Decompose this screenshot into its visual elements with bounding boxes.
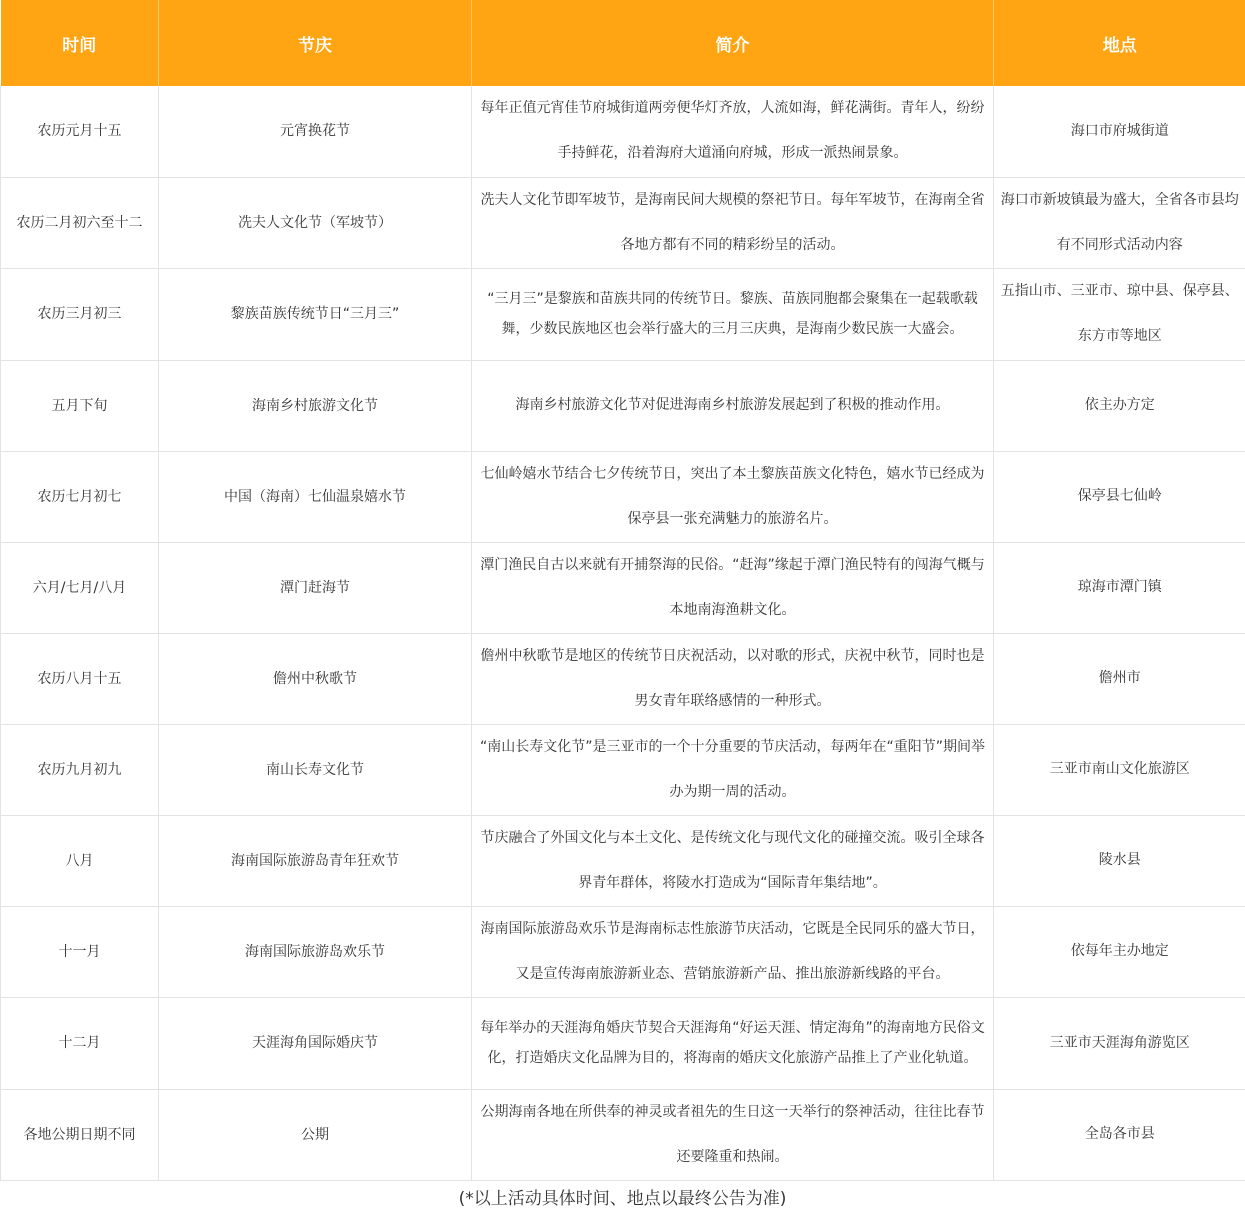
table-row xyxy=(1,542,1245,633)
header-location: 地点 xyxy=(994,0,1245,86)
cell-time: 六月/七月/八月 xyxy=(1,542,159,633)
cell-time: 农历元月十五 xyxy=(1,86,159,177)
table-row xyxy=(1,997,1245,1089)
cell-location: 三亚市天涯海角游览区 xyxy=(994,997,1245,1089)
cell-time: 十一月 xyxy=(1,906,159,997)
cell-location: 儋州市 xyxy=(994,633,1245,724)
cell-time: 五月下旬 xyxy=(1,360,159,451)
cell-festival: 海南国际旅游岛青年狂欢节 xyxy=(159,815,472,906)
table-row xyxy=(1,724,1245,815)
cell-description: 每年举办的天涯海角婚庆节契合天涯海角“好运天涯、情定海角”的海南地方民俗文化，打造婚庆文化品牌为目的，将海南的婚庆文化旅游产品推上了产业化轨道。 xyxy=(472,997,994,1089)
cell-description: 海南乡村旅游文化节对促进海南乡村旅游发展起到了积极的推动作用。 xyxy=(472,360,994,451)
cell-description: “南山长寿文化节”是三亚市的一个十分重要的节庆活动，每两年在“重阳节”期间举办为期一周的活动。 xyxy=(472,724,994,815)
cell-location: 全岛各市县 xyxy=(994,1089,1245,1180)
cell-time: 十二月 xyxy=(1,997,159,1089)
cell-festival: 中国（海南）七仙温泉嬉水节 xyxy=(159,451,472,542)
cell-description: 冼夫人文化节即军坡节，是海南民间大规模的祭祀节日。每年军坡节，在海南全省各地方都有不同的精彩纷呈的活动。 xyxy=(472,177,994,268)
cell-location: 依主办方定 xyxy=(994,360,1245,451)
cell-location: 琼海市潭门镇 xyxy=(994,542,1245,633)
cell-festival: 海南乡村旅游文化节 xyxy=(159,360,472,451)
cell-description: 公期海南各地在所供奉的神灵或者祖先的生日这一天举行的祭神活动，往往比春节还要隆重和热闹。 xyxy=(472,1089,994,1180)
cell-description: 每年正值元宵佳节府城街道两旁便华灯齐放，人流如海，鲜花满街。青年人，纷纷手持鲜花，沿着海府大道涌向府城，形成一派热闹景象。 xyxy=(472,86,994,177)
cell-description: 儋州中秋歌节是地区的传统节日庆祝活动，以对歌的形式，庆祝中秋节，同时也是男女青年联络感情的一种形式。 xyxy=(472,633,994,724)
table-header-row xyxy=(1,0,1245,86)
cell-description: “三月三”是黎族和苗族共同的传统节日。黎族、苗族同胞都会聚集在一起载歌载舞，少数民族地区也会举行盛大的三月三庆典，是海南少数民族一大盛会。 xyxy=(472,268,994,360)
cell-location: 五指山市、三亚市、琼中县、保亭县、东方市等地区 xyxy=(994,268,1245,360)
cell-festival: 南山长寿文化节 xyxy=(159,724,472,815)
table-row xyxy=(1,815,1245,906)
footnote: (*以上活动具体时间、地点以最终公告为准) xyxy=(458,1188,787,1209)
cell-festival: 海南国际旅游岛欢乐节 xyxy=(159,906,472,997)
cell-festival: 公期 xyxy=(159,1089,472,1180)
cell-time: 农历八月十五 xyxy=(1,633,159,724)
header-time: 时间 xyxy=(1,0,159,86)
cell-time: 农历二月初六至十二 xyxy=(1,177,159,268)
cell-time: 农历七月初七 xyxy=(1,451,159,542)
cell-time: 八月 xyxy=(1,815,159,906)
cell-festival: 天涯海角国际婚庆节 xyxy=(159,997,472,1089)
cell-location: 保亭县七仙岭 xyxy=(994,451,1245,542)
cell-time: 农历九月初九 xyxy=(1,724,159,815)
table-row xyxy=(1,177,1245,268)
table-row xyxy=(1,906,1245,997)
cell-festival: 元宵换花节 xyxy=(159,86,472,177)
cell-location: 依每年主办地定 xyxy=(994,906,1245,997)
table-row xyxy=(1,268,1245,360)
header-festival: 节庆 xyxy=(159,0,472,86)
cell-time: 农历三月初三 xyxy=(1,268,159,360)
cell-description: 节庆融合了外国文化与本土文化、是传统文化与现代文化的碰撞交流。吸引全球各界青年群体，将陵水打造成为“国际青年集结地”。 xyxy=(472,815,994,906)
cell-festival: 潭门赶海节 xyxy=(159,542,472,633)
cell-description: 潭门渔民自古以来就有开捕祭海的民俗。“赶海”缘起于潭门渔民特有的闯海气概与本地南海渔耕文化。 xyxy=(472,542,994,633)
cell-location: 三亚市南山文化旅游区 xyxy=(994,724,1245,815)
header-description: 简介 xyxy=(472,0,994,86)
cell-festival: 黎族苗族传统节日“三月三” xyxy=(159,268,472,360)
table-row xyxy=(1,633,1245,724)
cell-description: 海南国际旅游岛欢乐节是海南标志性旅游节庆活动，它既是全民同乐的盛大节日，又是宣传海南旅游新业态、营销旅游新产品、推出旅游新线路的平台。 xyxy=(472,906,994,997)
table-row xyxy=(1,360,1245,451)
table-row xyxy=(1,451,1245,542)
cell-location: 陵水县 xyxy=(994,815,1245,906)
cell-location: 海口市新坡镇最为盛大，全省各市县均有不同形式活动内容 xyxy=(994,177,1245,268)
table-row xyxy=(1,86,1245,177)
cell-festival: 冼夫人文化节（军坡节） xyxy=(159,177,472,268)
cell-festival: 儋州中秋歌节 xyxy=(159,633,472,724)
cell-location: 海口市府城街道 xyxy=(994,86,1245,177)
cell-time: 各地公期日期不同 xyxy=(1,1089,159,1180)
cell-description: 七仙岭嬉水节结合七夕传统节日，突出了本土黎族苗族文化特色，嬉水节已经成为保亭县一张充满魅力的旅游名片。 xyxy=(472,451,994,542)
table-row xyxy=(1,1089,1245,1180)
